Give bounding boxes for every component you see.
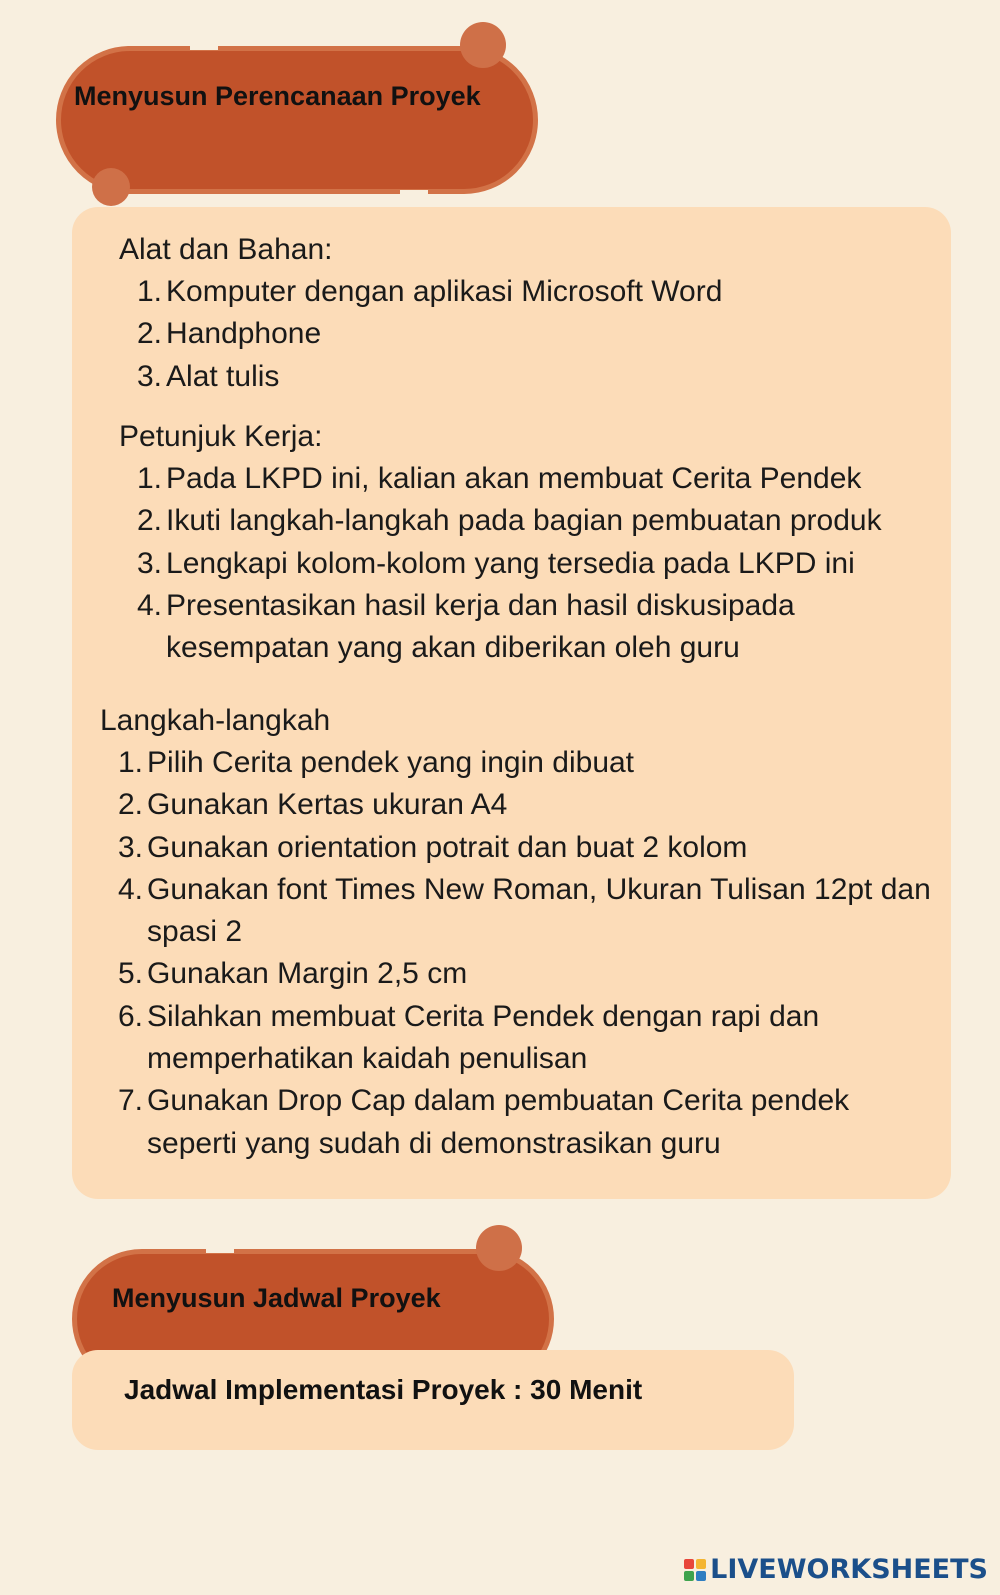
list-item bbox=[137, 458, 957, 500]
list-item bbox=[118, 827, 938, 869]
list-item bbox=[137, 356, 957, 398]
list-item-number: 6. bbox=[118, 999, 144, 1033]
list-item-number: 3. bbox=[118, 830, 144, 864]
tools-list bbox=[137, 271, 957, 398]
list-item-text: Presentasikan hasil kerja dan hasil diskusipada kesempatan yang akan diberikan oleh guru bbox=[166, 588, 795, 665]
list-item-text: Gunakan Drop Cap dalam pembuatan Cerita pendek seperti yang sudah di demonstrasikan guru bbox=[147, 1084, 850, 1160]
list-item bbox=[118, 1080, 938, 1165]
list-item-number: 4. bbox=[118, 872, 144, 906]
list-item-number: 4. bbox=[137, 588, 163, 622]
schedule-title: Menyusun Jadwal Proyek bbox=[112, 1283, 441, 1313]
list-item-number: 3. bbox=[137, 359, 163, 393]
instructions-list bbox=[137, 458, 957, 669]
list-item-number: 3. bbox=[137, 546, 163, 580]
list-item-number: 2. bbox=[137, 317, 163, 351]
list-item-text: Pada LKPD ini, kalian akan membuat Cerita Pendek bbox=[166, 462, 862, 495]
list-item-number: 2. bbox=[137, 504, 163, 538]
list-item-number: 1. bbox=[137, 275, 163, 308]
list-item-text: Komputer dengan aplikasi Microsoft Word bbox=[166, 275, 723, 308]
list-item-text: Lengkapi kolom-kolom yang tersedia pada LKPD ini bbox=[166, 546, 855, 580]
list-item-text: Ikuti langkah-langkah pada bagian pembuatan produk bbox=[166, 504, 882, 538]
liveworksheets-watermark bbox=[684, 1554, 988, 1585]
list-item-number: 5. bbox=[118, 957, 144, 991]
list-item-text: Handphone bbox=[166, 317, 322, 351]
list-item-number: 7. bbox=[118, 1084, 144, 1118]
list-item bbox=[118, 996, 938, 1081]
list-item-number: 1. bbox=[137, 462, 163, 495]
planning-header-pill bbox=[56, 46, 538, 194]
tools-heading: Alat dan Bahan: bbox=[119, 233, 333, 266]
header-accent-dot bbox=[92, 168, 130, 206]
list-item bbox=[137, 313, 957, 355]
steps-list bbox=[118, 742, 938, 1165]
list-item bbox=[118, 869, 938, 954]
instructions-heading: Petunjuk Kerja: bbox=[119, 420, 323, 453]
list-item bbox=[137, 543, 957, 585]
planning-title: Menyusun Perencanaan Proyek bbox=[74, 81, 481, 111]
list-item-text: Alat tulis bbox=[166, 359, 280, 393]
header-notch bbox=[400, 190, 428, 196]
liveworksheets-logo-icon bbox=[684, 1559, 706, 1581]
list-item bbox=[118, 784, 938, 826]
list-item-text: Gunakan Kertas ukuran A4 bbox=[147, 788, 508, 822]
list-item bbox=[118, 953, 938, 995]
list-item-text: Gunakan font Times New Roman, Ukuran Tulisan 12pt dan spasi 2 bbox=[147, 872, 931, 949]
list-item bbox=[118, 742, 938, 784]
list-item-text: Gunakan orientation potrait dan buat 2 kolom bbox=[147, 830, 748, 864]
list-item-number: 1. bbox=[118, 746, 144, 779]
header-notch bbox=[206, 1247, 234, 1253]
list-item-text: Pilih Cerita pendek yang ingin dibuat bbox=[147, 746, 635, 779]
list-item-text: Silahkan membuat Cerita Pendek dengan rapi dan memperhatikan kaidah penulisan bbox=[147, 999, 820, 1076]
header-accent-dot bbox=[476, 1225, 522, 1271]
watermark-text: LIVEWORKSHEETS bbox=[710, 1554, 988, 1585]
schedule-text: Jadwal Implementasi Proyek : 30 Menit bbox=[124, 1374, 643, 1405]
list-item bbox=[137, 500, 957, 542]
list-item-text: Gunakan Margin 2,5 cm bbox=[147, 957, 468, 991]
header-notch bbox=[190, 44, 218, 50]
header-accent-dot bbox=[460, 22, 506, 68]
list-item bbox=[137, 585, 957, 670]
list-item-number: 2. bbox=[118, 788, 144, 822]
list-item bbox=[137, 271, 957, 313]
steps-heading: Langkah-langkah bbox=[100, 704, 331, 737]
